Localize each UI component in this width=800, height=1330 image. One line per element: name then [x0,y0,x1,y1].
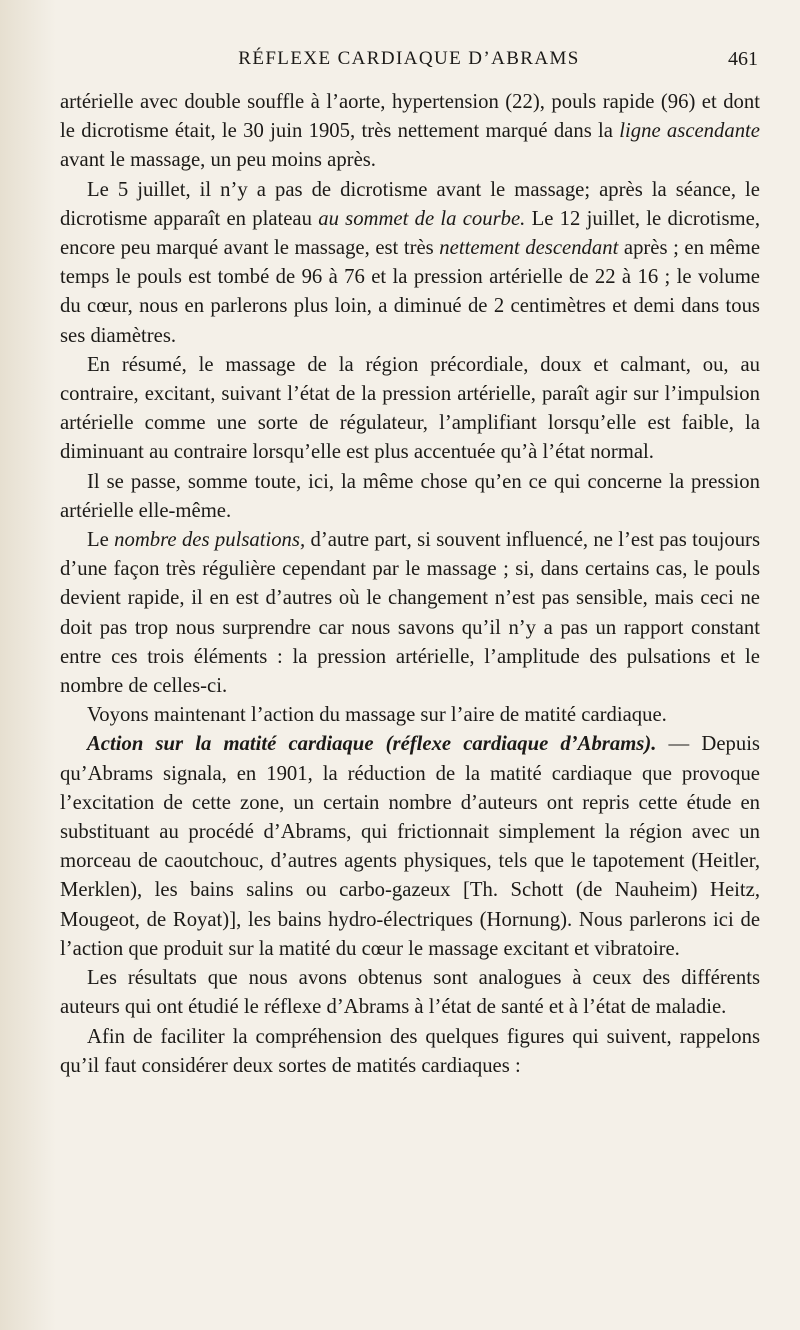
paragraph-5 [60,526,760,701]
page-number: 461 [728,48,758,70]
p1-emphasis: ligne ascendante [619,120,760,143]
p7-text-1: — Depuis qu’Abrams signala, en 1901, la réduction de la matité cardiaque que provoque l’excitation de cette zone, un certain nombre d’auteurs ont repris cette étude en substituant au procédé d’Abrams, qui frictionnait simplement la région avec un morceau de caoutchouc, d’autres agents physiques, tels que le tapotement (Heitler, Merklen), les bains salins ou carbo-gazeux [Th. Schott (de Nauheim) Heitz, Mougeot, de Royat)], les bains hydro-électriques (Hornung). Nous parlerons ici de l’action que produit sur la matité du cœur le massage excitant et vibratoire. [60,733,760,960]
page-header [60,44,758,74]
p2-text-2: Le 12 juillet, le dicrotisme, encore peu marqué avant le massage, est très [60,207,760,260]
paragraph-3: En résumé, le massage de la région précordiale, doux et calmant, ou, au contraire, excitant, suivant l’état de la pression artérielle, paraît agir sur l’impulsion artérielle comme une sorte de régulateur, l’amplifiant lorsqu’elle est faible, la diminuant au contraire lorsqu’elle est plus accentuée qu’à l’état normal. [60,353,760,464]
p2-text-1: Le 5 juillet, il n’y a pas de dicrotisme avant le massage; après la séance, le dicrotisme apparaît en plateau [60,178,760,230]
page-edge-shadow [0,0,56,1330]
running-title: RÉFLEXE CARDIAQUE D’ABRAMS [238,48,580,69]
paragraph-1 [60,88,760,176]
p5-text-1: Le [87,529,115,552]
section-heading: Action sur la matité cardiaque (réflexe cardiaque d’Abrams). [87,733,657,756]
paragraph-2 [60,176,760,351]
paragraph-8: Les résultats que nous avons obtenus sont analogues à ceux des différents auteurs qui ont étudié le réflexe d’Abrams à l’état de santé et à l’état de maladie. [60,967,760,1019]
p1-text-2: avant le massage, un peu moins après. [60,149,376,172]
p5-text-2: d’autre part, si souvent influencé, ne l’est pas toujours d’une façon très régulière cependant par le massage ; si, dans certains cas, le pouls devient rapide, il en est d’autres où le changement n’est pas sensible, mais ceci ne doit pas trop nous surprendre car nous savons qu’il n’y a pas un rapport constant entre ces trois éléments : la pression artérielle, l’amplitude des pulsations et le nombre de celles-ci. [60,529,760,698]
p2-text-3: après ; en même temps le pouls est tombé de 96 à 76 et la pression artérielle de 22 à 16 ; le volume du cœur, nous en parlerons plus loin, a diminué de 2 centimètres et demi dans tous ses diamètres. [60,237,761,347]
paragraph-7 [60,730,760,964]
paragraph-6: Voyons maintenant l’action du massage sur l’aire de matité cardiaque. [87,704,667,727]
body-text [60,88,760,1081]
p5-emphasis: nombre des pulsations, [114,529,306,552]
p1-text-1: artérielle avec double souffle à l’aorte, hypertension (22), pouls rapide (96) et dont le dicrotisme était, le 30 juin 1905, très nettement marqué dans la [60,91,760,143]
paragraph-9: Afin de faciliter la compréhension des quelques figures qui suivent, rappelons qu’il faut considérer deux sortes de matités cardiaques : [60,1025,760,1077]
paragraph-4: Il se passe, somme toute, ici, la même chose qu’en ce qui concerne la pression artérielle elle-même. [60,470,760,522]
p2-emphasis-2: nettement descendant [439,237,619,260]
p2-emphasis-1: au sommet de la courbe. [318,207,526,230]
